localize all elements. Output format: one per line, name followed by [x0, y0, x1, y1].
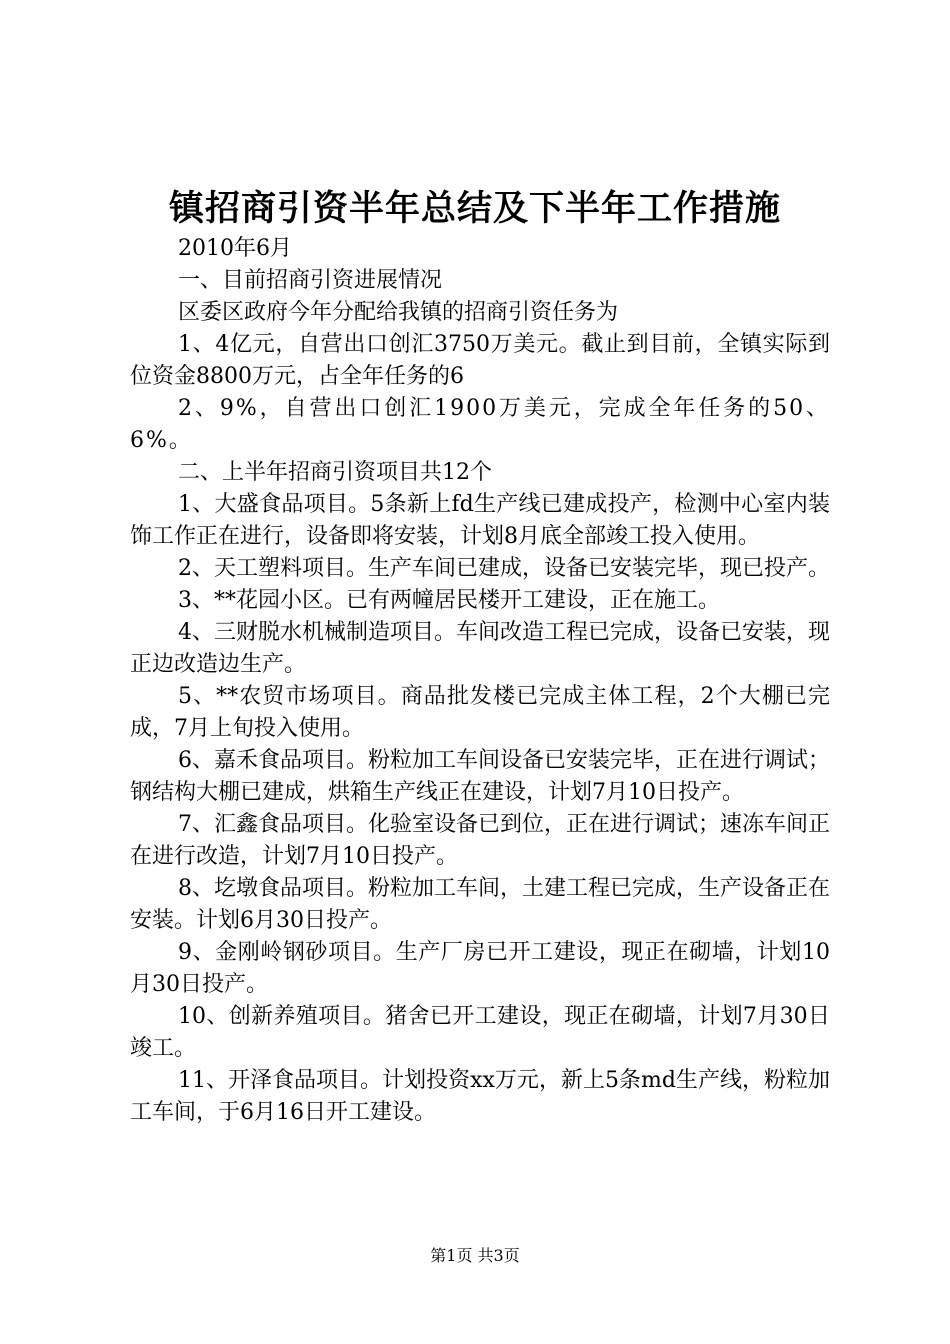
paragraph: 2、9%，自营出口创汇1900万美元，完成全年任务的50、6%。	[130, 396, 830, 453]
project-item: 11、开泽食品项目。计划投资xx万元，新上5条md生产线，粉粒加工车间，于6月16日开工建设。	[130, 1068, 830, 1125]
project-item: 1、大盛食品项目。5条新上fd生产线已建成投产，检测中心室内装饰工作正在进行，设备即将安装，计划8月底全部竣工投入使用。	[130, 492, 830, 549]
paragraph: 区委区政府今年分配给我镇的招商引资任务为	[178, 300, 619, 325]
document-title: 镇招商引资半年总结及下半年工作措施	[168, 188, 781, 229]
project-item: 6、嘉禾食品项目。粉粒加工车间设备已安装完毕，正在进行调试；钢结构大棚已建成，烘箱生产线正在建设，计划7月10日投产。	[130, 748, 830, 805]
section-heading: 二、上半年招商引资项目共12个	[178, 460, 492, 485]
project-item: 5、**农贸市场项目。商品批发楼已完成主体工程，2个大棚已完成，7月上旬投入使用。	[130, 684, 830, 741]
project-item: 2、天工塑料项目。生产车间已建成，设备已安装完毕，现已投产。	[178, 556, 830, 581]
date-line: 2010年6月	[178, 236, 292, 261]
project-item: 3、**花园小区。已有两幢居民楼开工建设，正在施工。	[178, 588, 720, 613]
document-body	[130, 233, 830, 1129]
project-item: 10、创新养殖项目。猪舍已开工建设，现正在砌墙，计划7月30日竣工。	[130, 1004, 830, 1061]
project-item: 9、金刚岭钢砂项目。生产厂房已开工建设，现正在砌墙，计划10月30日投产。	[130, 940, 830, 997]
project-item: 4、三财脱水机械制造项目。车间改造工程已完成，设备已安装，现正边改造边生产。	[130, 620, 830, 677]
project-item: 7、汇鑫食品项目。化验室设备已到位，正在进行调试；速冻车间正在进行改造，计划7月10日投产。	[130, 812, 830, 869]
project-item: 8、圪墩食品项目。粉粒加工车间，土建工程已完成，生产设备正在安装。计划6月30日投产。	[130, 876, 830, 933]
paragraph: 1、4亿元，自营出口创汇3750万美元。截止到目前，全镇实际到位资金8800万元，占全年任务的6	[130, 332, 830, 389]
page-footer	[0, 1244, 950, 1268]
section-heading: 一、目前招商引资进展情况	[178, 268, 443, 293]
page-number: 第1页 共3页	[430, 1246, 520, 1265]
